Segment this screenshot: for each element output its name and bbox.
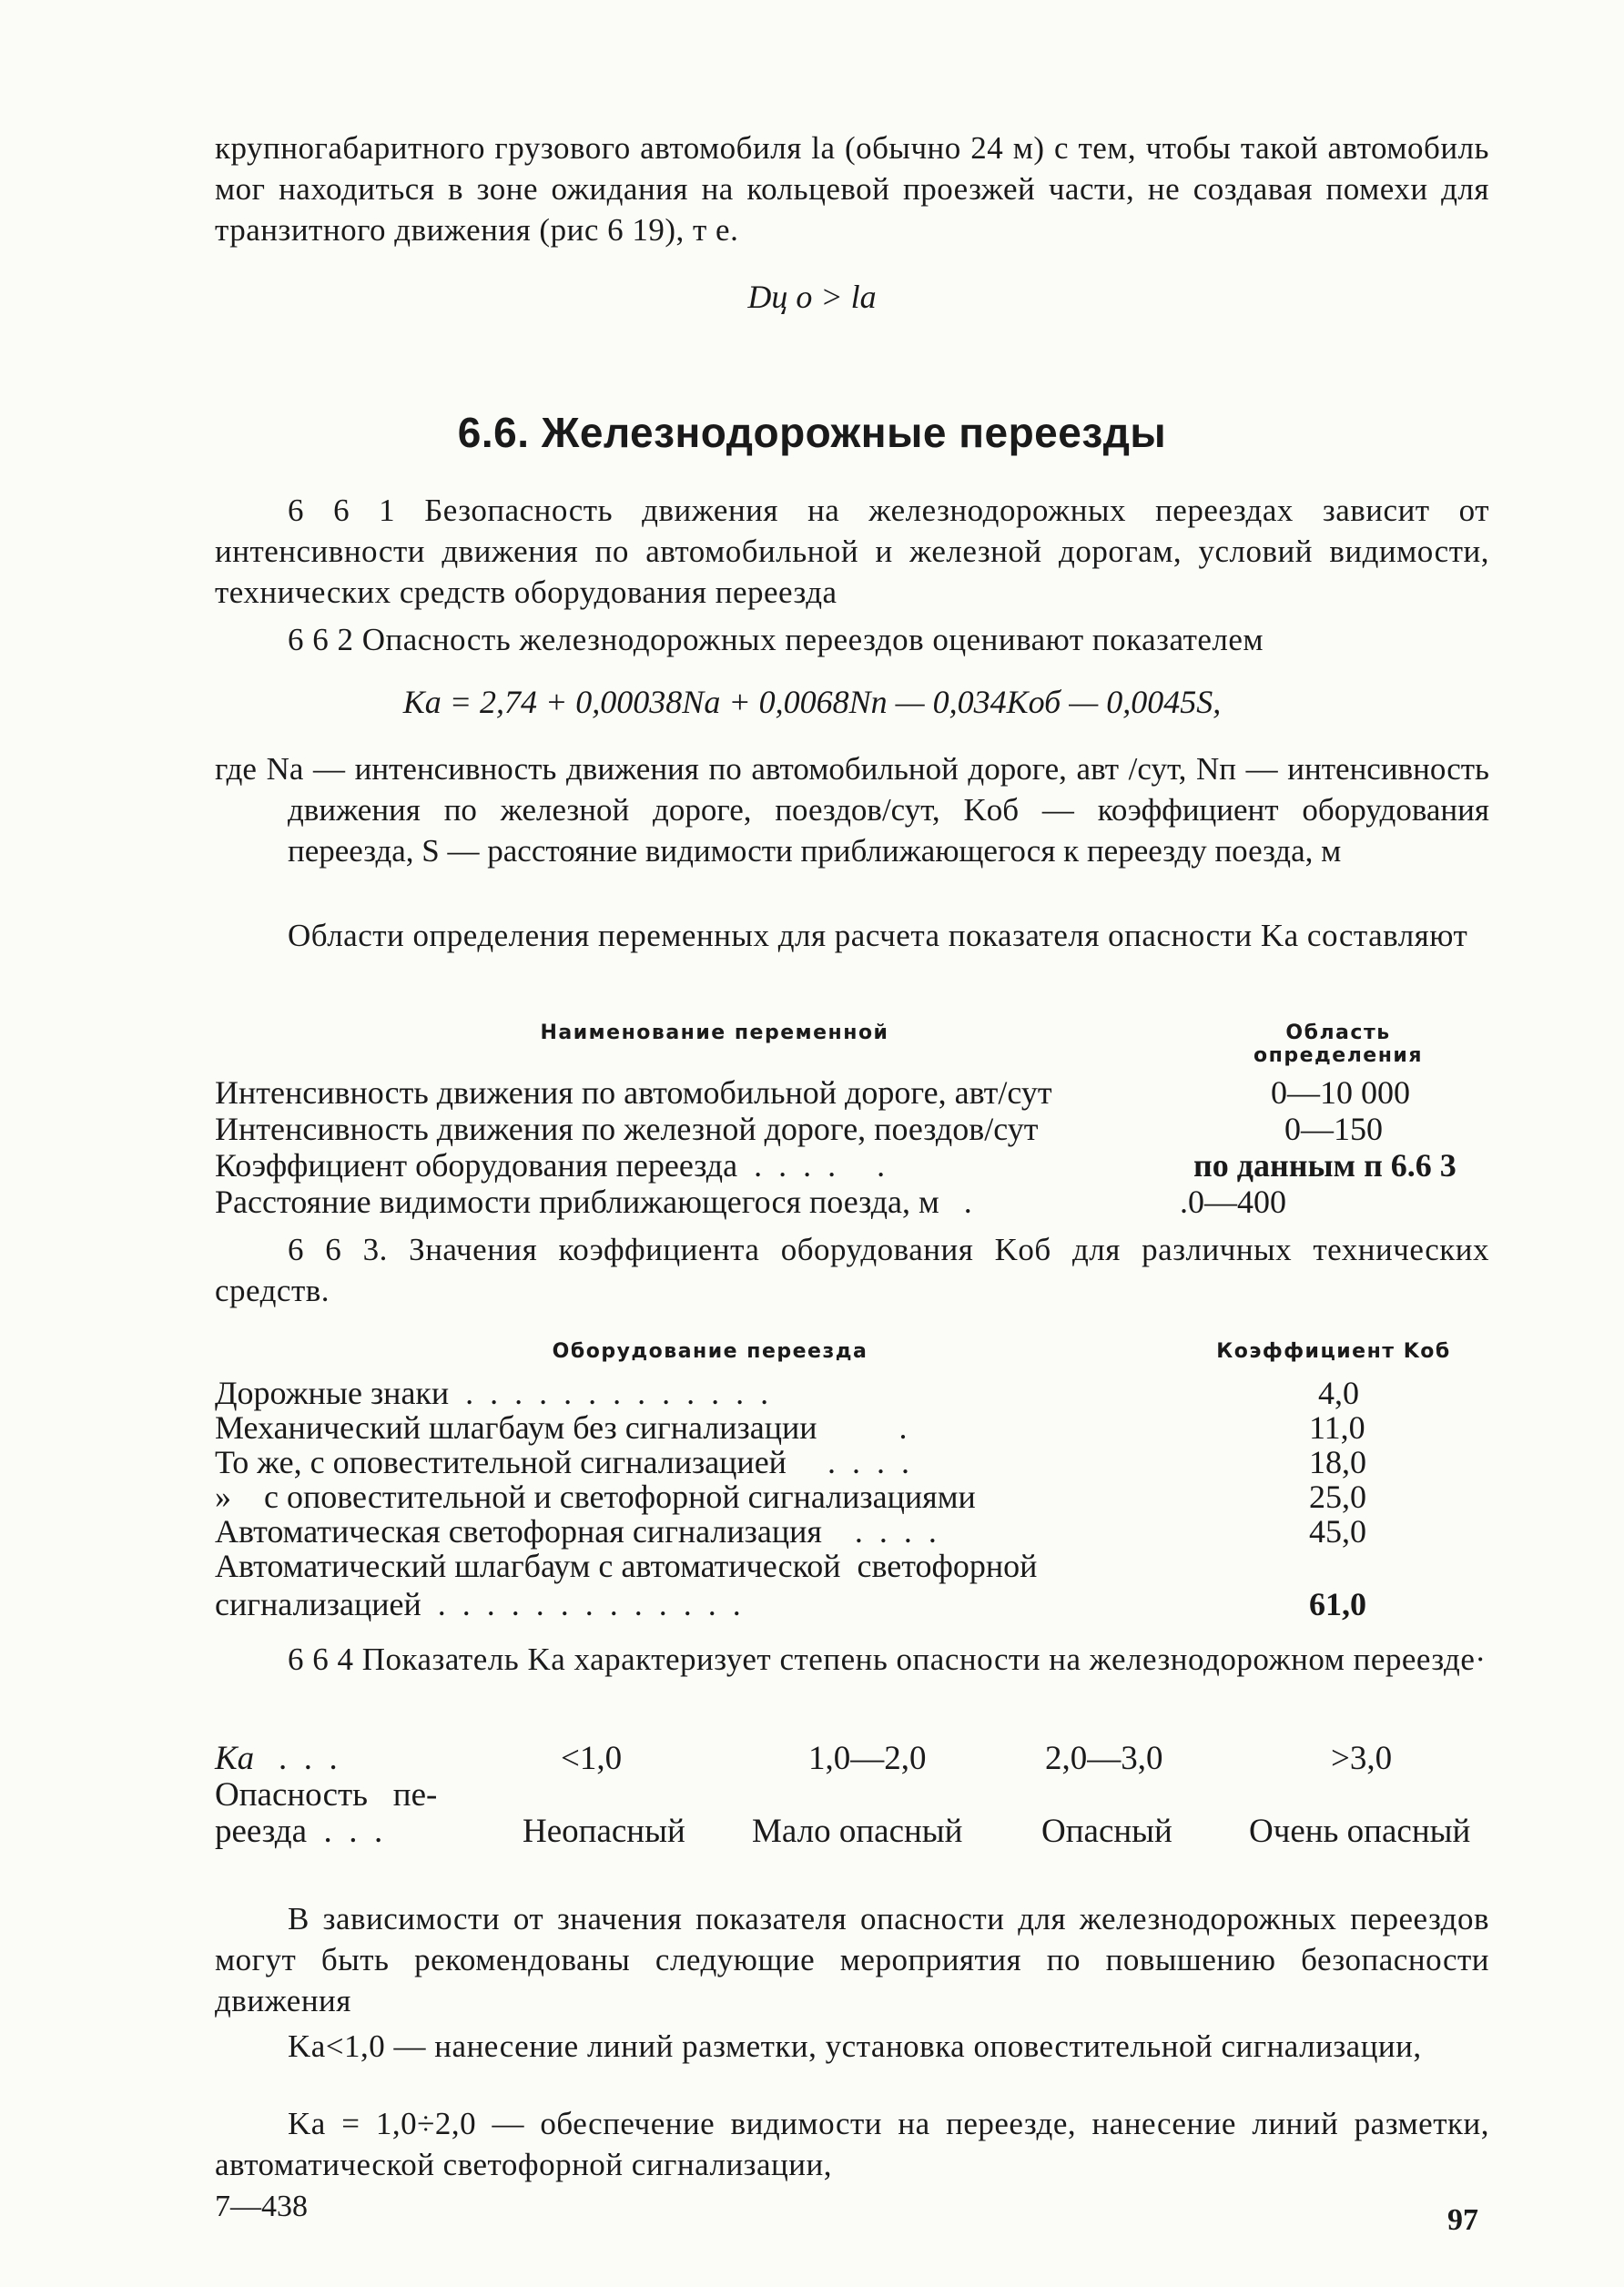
danger-row-label [215, 1777, 1507, 1814]
table1-row [215, 1074, 1507, 1111]
paragraph-6-6-1 [215, 490, 1489, 613]
table2-row [215, 1409, 1507, 1446]
table2-cell-name: Механический шлагбаум без сигнализации . [215, 1409, 908, 1446]
table2-cell-name: То же, с оповестительной сигнализацией . . . . [215, 1444, 909, 1480]
table2-cell-name: Автоматическая светофорная сигнализация . . . . [215, 1513, 937, 1550]
table2-row [215, 1479, 1507, 1515]
table1-header-range-line2: определения [1254, 1044, 1423, 1067]
table1-cell-name: Коэффициент оборудования переезда . . . . . [215, 1147, 886, 1184]
danger-label-k: Kа . . . [215, 1740, 339, 1777]
paragraph-6-6-4-text: 6 6 4 Показатель Kа характеризует степень опасности на железнодорожном переезде· [288, 1642, 1487, 1677]
table2-row [215, 1375, 1507, 1411]
table1-row [215, 1184, 1507, 1220]
table2-cell-value: 18,0 [1309, 1444, 1366, 1480]
table1-cell-name: Интенсивность движения по железной дороге, поездов/сут [215, 1111, 1039, 1147]
table1-cell-value: 0—10 000 [1271, 1074, 1410, 1111]
table2-cell-value: 11,0 [1309, 1409, 1365, 1446]
formula-circle-diameter: Dц о > lа [747, 279, 877, 315]
danger-range: >3,0 [1331, 1740, 1393, 1777]
table1-cell-value: по данным п 6.6 3 [1193, 1147, 1457, 1184]
table2-cell-name: » с оповестительной и светофорной сигнализациями [215, 1479, 976, 1515]
table2-cell-value: 25,0 [1309, 1479, 1366, 1515]
top-paragraph [215, 127, 1489, 250]
table2-row [215, 1513, 1507, 1550]
table2-cell-name: сигнализацией . . . . . . . . . . . . . [215, 1586, 741, 1622]
measure-k-1-2-text: Kа = 1,0÷2,0 — обеспечение видимости на переезде, нанесение линий разметки, автоматической светофорной сигнализации, [215, 2106, 1489, 2182]
danger-level: Очень опасный [1249, 1813, 1471, 1850]
danger-range: <1,0 [561, 1740, 623, 1777]
danger-level: Опасный [1041, 1813, 1172, 1850]
paragraph-6-6-3 [215, 1229, 1489, 1311]
table1-header-range-line1: Область [1285, 1022, 1391, 1044]
areas-paragraph-text: Области определения переменных для расчета показателя опасности Kа составляют [288, 918, 1468, 953]
table1-row [215, 1147, 1507, 1184]
danger-row-k [215, 1741, 1507, 1777]
table1-cell-name: Расстояние видимости приближающегося поезда, м . [215, 1184, 972, 1220]
paragraph-6-6-3-text: 6 6 3. Значения коэффициента оборудования Kоб для различных технических средств. [215, 1232, 1489, 1308]
areas-paragraph [215, 915, 1489, 956]
page-number: 97 [1447, 2203, 1478, 2237]
table1-header-name: Наименование переменной [540, 1022, 889, 1044]
table2-header-value: Коэффициент Kоб [1216, 1340, 1451, 1363]
paragraph-6-6-2 [215, 619, 1489, 660]
table2-header-name: Оборудование переезда [552, 1340, 868, 1363]
where-definitions [215, 748, 1489, 871]
printer-signature: 7—438 [215, 2190, 308, 2223]
table2-cell-name: Автоматический шлагбаум с автоматической светофорной [215, 1548, 1038, 1584]
table2-row [215, 1586, 1507, 1622]
table2-cell-value: 4,0 [1318, 1375, 1359, 1411]
table2-row [215, 1444, 1507, 1480]
measure-k-less-1-text: Kа<1,0 — нанесение линий разметки, установка оповестительной сигнализации, [288, 2028, 1422, 2064]
danger-level: Мало опасный [752, 1813, 963, 1850]
danger-row-levels [215, 1814, 1507, 1850]
section-heading: 6.6. Железнодорожные переезды [457, 409, 1167, 456]
dependence-paragraph-text: В зависимости от значения показателя опасности для железнодорожных переездов могут быть рекомендованы следующие мероприятия по повышению безопасности движения [215, 1901, 1489, 2018]
measure-k-less-1 [215, 2026, 1489, 2067]
formula-danger-index: Kа = 2,74 + 0,00038Nа + 0,0068Nп — 0,034Kоб — 0,0045S, [402, 684, 1222, 720]
paragraph-6-6-1-text: 6 6 1 Безопасность движения на железнодорожных переездах зависит от интенсивности движения по автомобильной и железной дорогам, условий видимости, технических средств оборудования переезда [215, 493, 1489, 610]
table1-header-range [1238, 1022, 1438, 1067]
table1-cell-name: Интенсивность движения по автомобильной дороге, авт/сут [215, 1074, 1052, 1111]
dependence-paragraph [215, 1898, 1489, 2021]
table2-cell-value: 61,0 [1309, 1586, 1366, 1622]
danger-range: 2,0—3,0 [1045, 1740, 1163, 1777]
table2-cell-name: Дорожные знаки . . . . . . . . . . . . . [215, 1375, 769, 1411]
danger-level: Неопасный [523, 1813, 685, 1850]
top-paragraph-text: крупногабаритного грузового автомобиля lа (обычно 24 м) с тем, чтобы такой автомобиль мог находиться в зоне ожидания на кольцевой проезжей части, не создавая помехи для транзитного движения (рис 6 19), т е. [215, 130, 1489, 248]
danger-label-pereezda: реезда . . . [215, 1813, 383, 1850]
table1-cell-value: 0—150 [1284, 1111, 1383, 1147]
danger-range: 1,0—2,0 [808, 1740, 927, 1777]
where-definitions-text: где Nа — интенсивность движения по автомобильной дороге, авт /сут, Nп — интенсивность движения по железной дороге, поездов/сут, Kоб — коэффициент оборудования переезда, S — расстояние видимости приближающегося к переезду поезда, м [215, 751, 1489, 869]
measure-k-1-2 [215, 2103, 1489, 2185]
table1-cell-value: .0—400 [1180, 1184, 1286, 1220]
table1-row [215, 1111, 1507, 1147]
paragraph-6-6-2-text: 6 6 2 Опасность железнодорожных переездов оценивают показателем [288, 622, 1264, 657]
danger-label-opasnost: Опасность пе- [215, 1776, 438, 1814]
table2-row [215, 1548, 1507, 1584]
paragraph-6-6-4 [215, 1639, 1489, 1680]
table2-cell-value: 45,0 [1309, 1513, 1366, 1550]
